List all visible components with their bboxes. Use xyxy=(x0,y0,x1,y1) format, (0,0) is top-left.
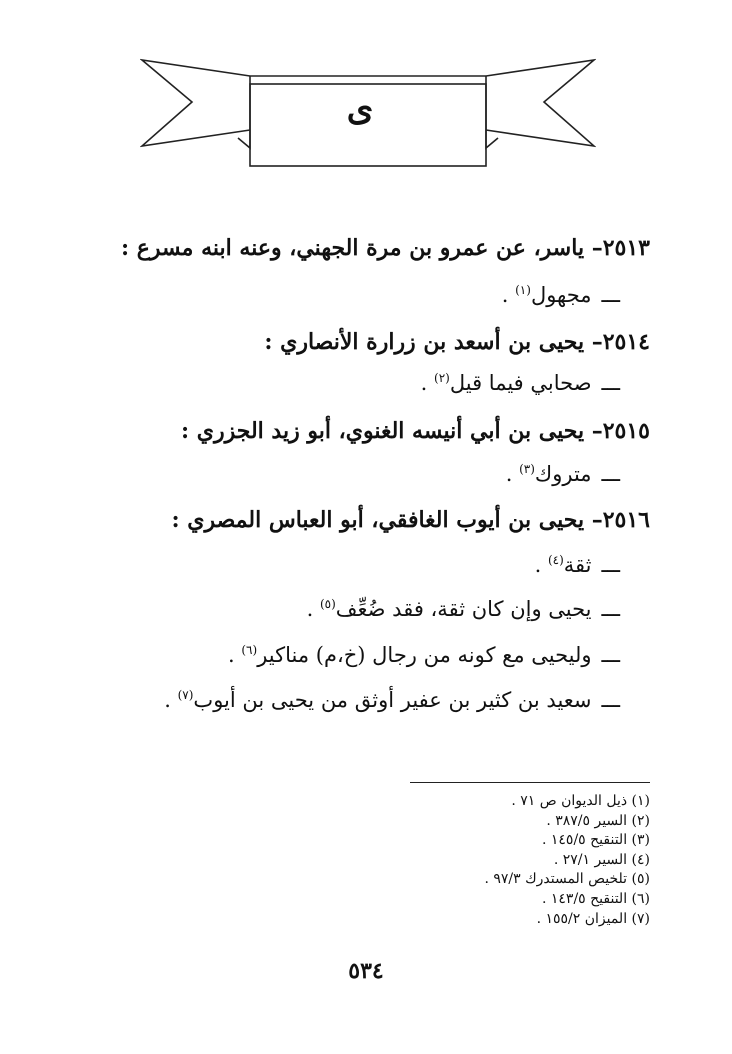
dash: ـــ xyxy=(601,283,620,307)
footnote: (٢) السير ٣٨٧/٥ . xyxy=(546,812,650,829)
footnote-ref: (٤) xyxy=(547,553,564,567)
section-letter: ى xyxy=(346,89,374,129)
footnote-ref: (٦) xyxy=(241,643,258,657)
dash: ـــ xyxy=(601,688,620,712)
entry-name: – يحيى بن أسعد بن زرارة الأنصاري : xyxy=(264,329,603,355)
footnote: (٧) الميزان ١٥٥/٢ . xyxy=(536,910,650,927)
line-text: متروك xyxy=(534,462,592,486)
entry-number: ٢٥١٥ xyxy=(602,418,650,444)
entry-line xyxy=(502,283,620,308)
entry-name: – يحيى بن أبي أنيسه الغنوي، أبو زيد الجزري : xyxy=(180,418,603,444)
line-end: . xyxy=(534,553,548,577)
footnotes xyxy=(484,792,650,929)
dash: ـــ xyxy=(601,643,620,667)
footnote-ref: (٧) xyxy=(177,688,194,702)
entry-heading xyxy=(181,418,650,444)
entry-heading xyxy=(171,507,650,533)
dash: ـــ xyxy=(601,462,620,486)
footnote-ref: (٣) xyxy=(519,462,535,476)
footnote-ref: (٥) xyxy=(319,597,336,611)
line-end: . xyxy=(228,643,242,667)
line-end: . xyxy=(501,283,516,307)
line-text: مجهول xyxy=(530,283,592,307)
line-end: . xyxy=(306,597,320,621)
footnote: (٥) تلخيص المستدرك ٩٧/٣ . xyxy=(484,871,650,888)
footnote: (٦) التنقيح ١٤٣/٥ . xyxy=(541,890,650,907)
line-end: . xyxy=(164,688,178,712)
entry-heading xyxy=(121,235,650,261)
line-text: وليحيى مع كونه من رجال (خ،م) مناكير xyxy=(257,643,592,667)
line-end: . xyxy=(420,371,435,395)
footnote: (٤) السير ٢٧/١ . xyxy=(553,851,650,868)
dash: ـــ xyxy=(601,597,620,621)
entry-number: ٢٥١٦ xyxy=(602,507,650,533)
entry-line xyxy=(421,371,620,396)
entry-line xyxy=(307,597,620,622)
entry-line xyxy=(535,553,620,578)
footnote-ref: (٢) xyxy=(434,371,450,385)
line-end: . xyxy=(505,462,520,486)
footnote-divider xyxy=(410,782,650,783)
entry-heading xyxy=(264,329,650,355)
line-text: يحيى وإن كان ثقة، فقد ضُعِّف xyxy=(335,597,592,621)
line-text: سعيد بن كثير بن عفير أوثق من يحيى بن أيوب xyxy=(193,688,592,712)
entry-line xyxy=(228,643,620,668)
footnote-ref: (١) xyxy=(515,283,531,297)
dash: ـــ xyxy=(601,553,620,577)
line-text: صحابي فيما قيل xyxy=(449,371,592,395)
footnote: (١) ذيل الديوان ص ٧١ . xyxy=(511,793,650,809)
page-number: ٥٣٤ xyxy=(348,958,384,984)
entry-line xyxy=(506,462,620,487)
dash: ـــ xyxy=(601,371,620,395)
line-text: ثقة xyxy=(563,553,592,577)
entry-number: ٢٥١٣ xyxy=(602,235,650,261)
footnote: (٣) التنقيح ١٤٥/٥ . xyxy=(541,832,650,849)
entry-number: ٢٥١٤ xyxy=(602,329,650,355)
entry-name: – ياسر، عن عمرو بن مرة الجهني، وعنه ابنه مسرع : xyxy=(120,235,603,261)
entry-line xyxy=(164,688,620,713)
entry-name: – يحيى بن أيوب الغافقي، أبو العباس المصري : xyxy=(171,507,603,533)
